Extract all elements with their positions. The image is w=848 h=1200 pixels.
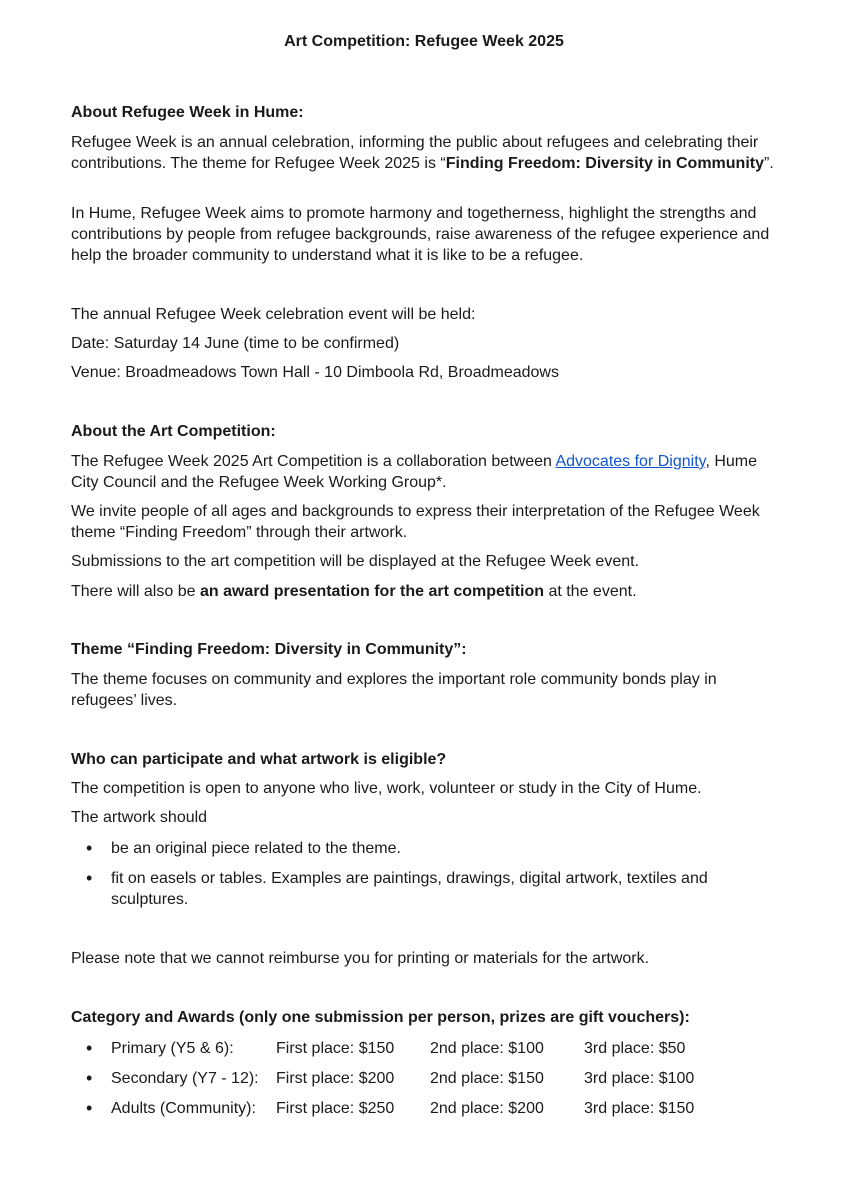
- text-run: ”.: [763, 155, 774, 172]
- about-comp-heading: About the Art Competition:: [71, 423, 276, 440]
- text-run: There will also be: [71, 583, 200, 600]
- second-place-prize: 2nd place: $100: [430, 1040, 544, 1057]
- first-place-prize: First place: $250: [276, 1100, 395, 1117]
- second-place-prize: 2nd place: $150: [430, 1070, 544, 1087]
- eligibility-list: [71, 838, 783, 919]
- text-run: The Refugee Week 2025 Art Competition is a collaboration between: [71, 453, 556, 470]
- theme-heading: Theme “Finding Freedom: Diversity in Community”:: [71, 641, 467, 658]
- theme-paragraph: The theme focuses on community and explores the important role community bonds play in refugees’ lives.: [71, 671, 717, 709]
- about-week-heading: About Refugee Week in Hume:: [71, 104, 304, 121]
- awards-heading: Category and Awards (only one submission per person, prizes are gift vouchers):: [71, 1009, 690, 1026]
- third-place-prize: 3rd place: $50: [584, 1040, 686, 1057]
- about-comp-paragraph-1: [71, 451, 783, 493]
- advocates-for-dignity-link[interactable]: Advocates for Dignity: [555, 453, 706, 470]
- second-place-prize: 2nd place: $200: [430, 1100, 544, 1117]
- list-item: • fit on easels or tables. Examples are paintings, drawings, digital artwork, textiles and sculptures.: [71, 868, 783, 910]
- about-comp-paragraph-3: Submissions to the art competition will be displayed at the Refugee Week event.: [71, 553, 640, 570]
- theme-name: Finding Freedom: Diversity in Community: [445, 155, 764, 172]
- award-presentation-emphasis: an award presentation for the art competition: [199, 583, 544, 600]
- third-place-prize: 3rd place: $100: [584, 1070, 695, 1087]
- first-place-prize: First place: $150: [276, 1040, 395, 1057]
- award-category: • Secondary (Y7 - 12):: [111, 1070, 259, 1087]
- award-category: • Primary (Y5 & 6):: [111, 1040, 234, 1057]
- event-date: Date: Saturday 14 June (time to be confirmed): [71, 335, 400, 352]
- awards-list: [71, 1038, 783, 1128]
- text-run: , Hume City Council and the Refugee Week Working Group*.: [71, 453, 758, 491]
- award-row: [71, 1098, 783, 1119]
- about-week-paragraph-2: In Hume, Refugee Week aims to promote harmony and togetherness, highlight the strengths and contributions by people from refugee backgrounds, raise awareness of the refugee experience and help the broader community to understand what it is like to be a refugee.: [71, 205, 770, 264]
- eligibility-paragraph-2: The artwork should: [71, 809, 208, 826]
- event-venue: Venue: Broadmeadows Town Hall - 10 Dimboola Rd, Broadmeadows: [71, 364, 559, 381]
- eligibility-heading: Who can participate and what artwork is eligible?: [71, 751, 447, 768]
- text-run: at the event.: [544, 583, 637, 600]
- award-category: • Adults (Community):: [111, 1100, 256, 1117]
- third-place-prize: 3rd place: $150: [584, 1100, 695, 1117]
- award-row: [71, 1068, 783, 1089]
- event-intro: The annual Refugee Week celebration event will be held:: [71, 306, 476, 323]
- about-comp-paragraph-4: [71, 581, 783, 602]
- eligibility-paragraph-1: The competition is open to anyone who live, work, volunteer or study in the City of Hume.: [71, 780, 702, 797]
- about-comp-paragraph-2: We invite people of all ages and backgrounds to express their interpretation of the Refugee Week theme “Finding Freedom” through their artwork.: [71, 503, 760, 541]
- about-week-paragraph-1: [71, 132, 783, 174]
- award-row: [71, 1038, 783, 1059]
- text-run: Refugee Week is an annual celebration, informing the public about refugees and celebrating their contributions. The theme for Refugee Week 2025 is “: [71, 134, 759, 172]
- first-place-prize: First place: $200: [276, 1070, 395, 1087]
- reimbursement-note: Please note that we cannot reimburse you for printing or materials for the artwork.: [71, 950, 650, 967]
- document-title: Art Competition: Refugee Week 2025: [284, 33, 564, 50]
- list-item: • be an original piece related to the theme.: [71, 838, 783, 859]
